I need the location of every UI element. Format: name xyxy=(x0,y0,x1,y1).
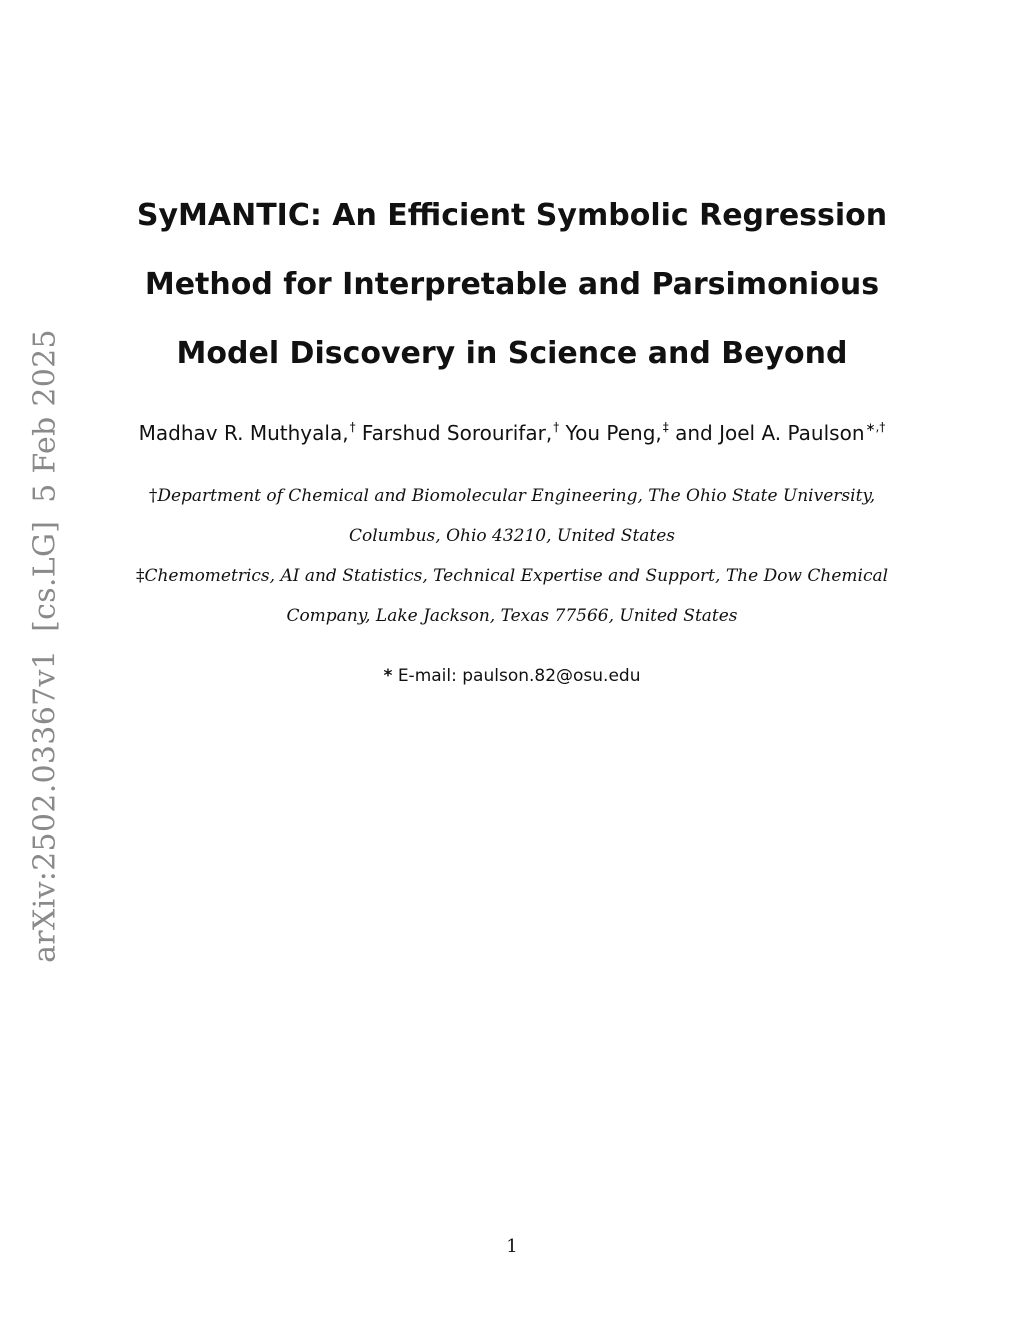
author-list xyxy=(60,420,964,445)
author-affiliation-mark: ∗,† xyxy=(865,420,886,434)
email-label: E-mail: xyxy=(397,666,457,686)
author-affiliation-mark: ‡ xyxy=(662,420,669,434)
author-name: and Joel A. Paulson xyxy=(675,421,865,445)
affiliation-1-line-2: Columbus, Ohio 43210, United States xyxy=(348,526,676,546)
paper-title xyxy=(100,192,924,399)
title-line-2: Method for Interpretable and Parsimonious xyxy=(144,267,880,302)
corresponding-author-mark: * xyxy=(383,666,393,686)
affiliation-text: Department of Chemical and Biomolecular Engineering, The Ohio State University, xyxy=(157,486,876,506)
affiliation-mark: † xyxy=(148,486,158,506)
arxiv-stamp xyxy=(28,329,63,963)
author-affiliation-mark: † xyxy=(349,420,356,434)
author-name: You Peng, xyxy=(565,421,662,445)
author-name: Farshud Sorourifar, xyxy=(361,421,553,445)
title-line-1: SyMANTIC: An Efficient Symbolic Regression xyxy=(136,198,888,233)
email-address[interactable]: paulson.82@osu.edu xyxy=(462,666,641,686)
affiliation-mark: ‡ xyxy=(135,566,145,586)
contact-email xyxy=(60,666,964,686)
affiliation-text: Chemometrics, AI and Statistics, Technical Expertise and Support, The Dow Chemical xyxy=(144,566,889,586)
affiliation-1-line-1 xyxy=(60,486,964,506)
affiliation-2-line-1 xyxy=(60,566,964,586)
arxiv-date: 5 Feb 2025 xyxy=(27,329,63,503)
arxiv-identifier: arXiv:2502.03367v1 xyxy=(27,649,63,963)
author-affiliation-mark: † xyxy=(553,420,560,434)
affiliation-2-line-2: Company, Lake Jackson, Texas 77566, United States xyxy=(286,606,738,626)
author-name: Madhav R. Muthyala, xyxy=(138,421,349,445)
page-number: 1 xyxy=(506,1236,518,1257)
arxiv-category: [cs.LG] xyxy=(27,520,63,632)
title-line-3: Model Discovery in Science and Beyond xyxy=(176,336,848,371)
